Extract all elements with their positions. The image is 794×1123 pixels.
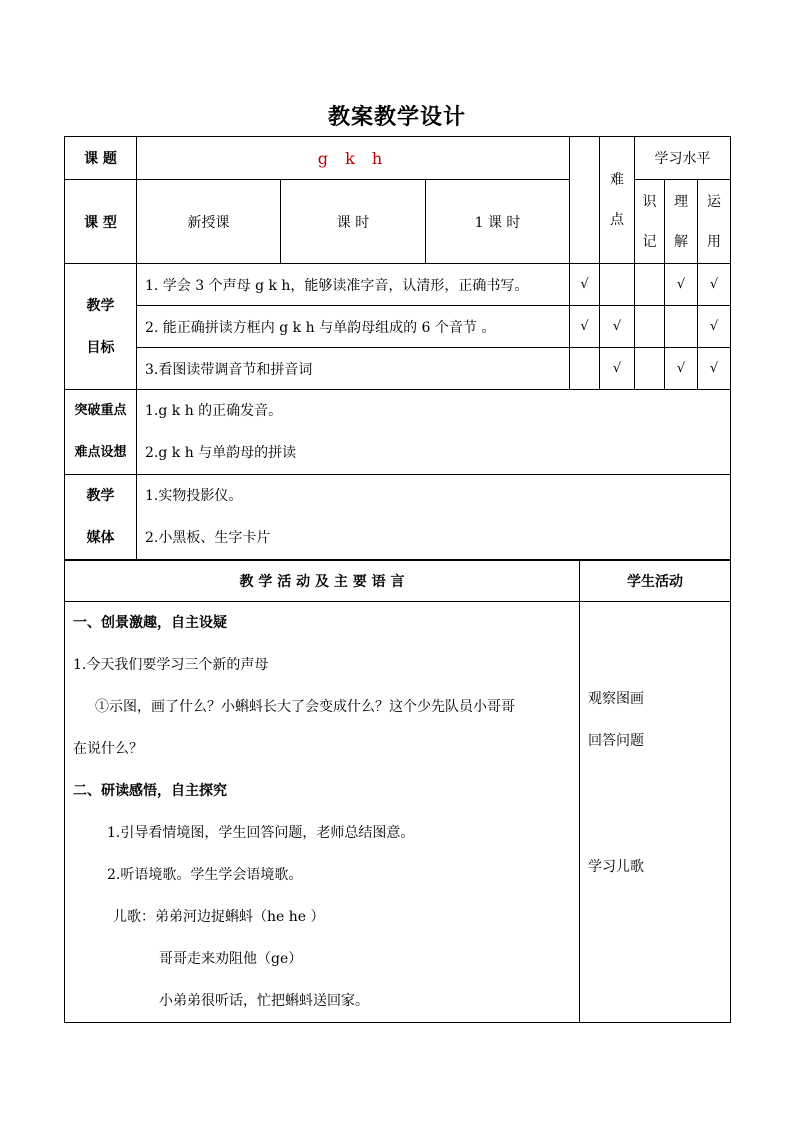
media-content: 1.实物投影仪。 2.小黑板、生字卡片 [137,475,731,560]
objective-mark: √ [698,348,731,390]
student-content [580,602,731,1023]
level-header: 学习水平 [635,137,731,180]
understand-header: 理解 [665,180,698,264]
page-title: 教案教学设计 [327,104,466,130]
objective-mark [665,306,698,348]
objective-mark: √ [665,348,698,390]
objective-mark: √ [600,348,635,390]
objective-mark: √ [570,264,600,306]
topic-label: 课 题 [65,137,137,180]
activity-line: 1.今天我们要学习三个新的声母 [73,657,269,673]
objective-mark [570,348,600,390]
student-line: 观察图画 [588,691,644,707]
song-line: 儿歌：弟弟河边捉蝌蚪（he he ） [113,909,325,925]
lesson-table [64,136,731,560]
apply-header: 运用 [698,180,731,264]
section-heading: 一、创景激趣，自主设疑 [73,615,227,631]
activity-line: 1.引导看情境图，学生回答问题，老师总结图意。 [107,825,415,841]
lesson-plan [64,136,730,1023]
section-heading: 二、研读感悟，自主探究 [73,783,227,799]
objective-row: 2. 能正确拼读方框内 g k h 与单韵母组成的 6 个音节 。 [137,306,570,348]
lesson-type-value: 新授课 [137,180,281,264]
student-line: 回答问题 [588,733,644,749]
key-points-content: 1.g k h 的正确发音。 2.g k h 与单韵母的拼读 [137,390,731,475]
blank-cell [570,137,600,264]
objective-row: 1. 学会 3 个声母 g k h，能够读准字音，认清形，正确书写。 [137,264,570,306]
objective-mark: √ [600,306,635,348]
activity-line: 2.听语境歌。学生学会语境歌。 [107,867,303,883]
song-line: 哥哥走来劝阻他（ge） [159,951,303,967]
activity-header: 教 学 活 动 及 主 要 语 言 [65,561,580,602]
lesson-type-label: 课 型 [65,180,137,264]
objective-mark: √ [570,306,600,348]
media-label: 教学 媒体 [65,475,137,560]
difficulty-header: 难点 [600,137,635,264]
student-header: 学生活动 [580,561,731,602]
objective-mark [600,264,635,306]
objective-mark [635,306,665,348]
song-line: 小弟弟很听话，忙把蝌蚪送回家。 [159,993,369,1009]
period-value: 1 课 时 [426,180,570,264]
topic-value: g k h [137,137,570,180]
student-line: 学习儿歌 [588,859,644,875]
objective-mark [635,348,665,390]
objective-mark: √ [665,264,698,306]
period-label: 课 时 [281,180,426,264]
activities-table [64,560,731,1023]
activity-content [65,602,580,1023]
activity-line: 在说什么？ [73,741,143,757]
key-points-label: 突破重点 难点设想 [65,390,137,475]
objective-mark: √ [698,264,731,306]
objectives-label: 教学 目标 [65,264,137,390]
memorize-header: 识记 [635,180,665,264]
objective-mark: √ [698,306,731,348]
objective-mark [635,264,665,306]
objective-row: 3.看图读带调音节和拼音词 [137,348,570,390]
activity-line: ①示图，画了什么？小蝌蚪长大了会变成什么？这个少先队员小哥哥 [95,699,515,715]
